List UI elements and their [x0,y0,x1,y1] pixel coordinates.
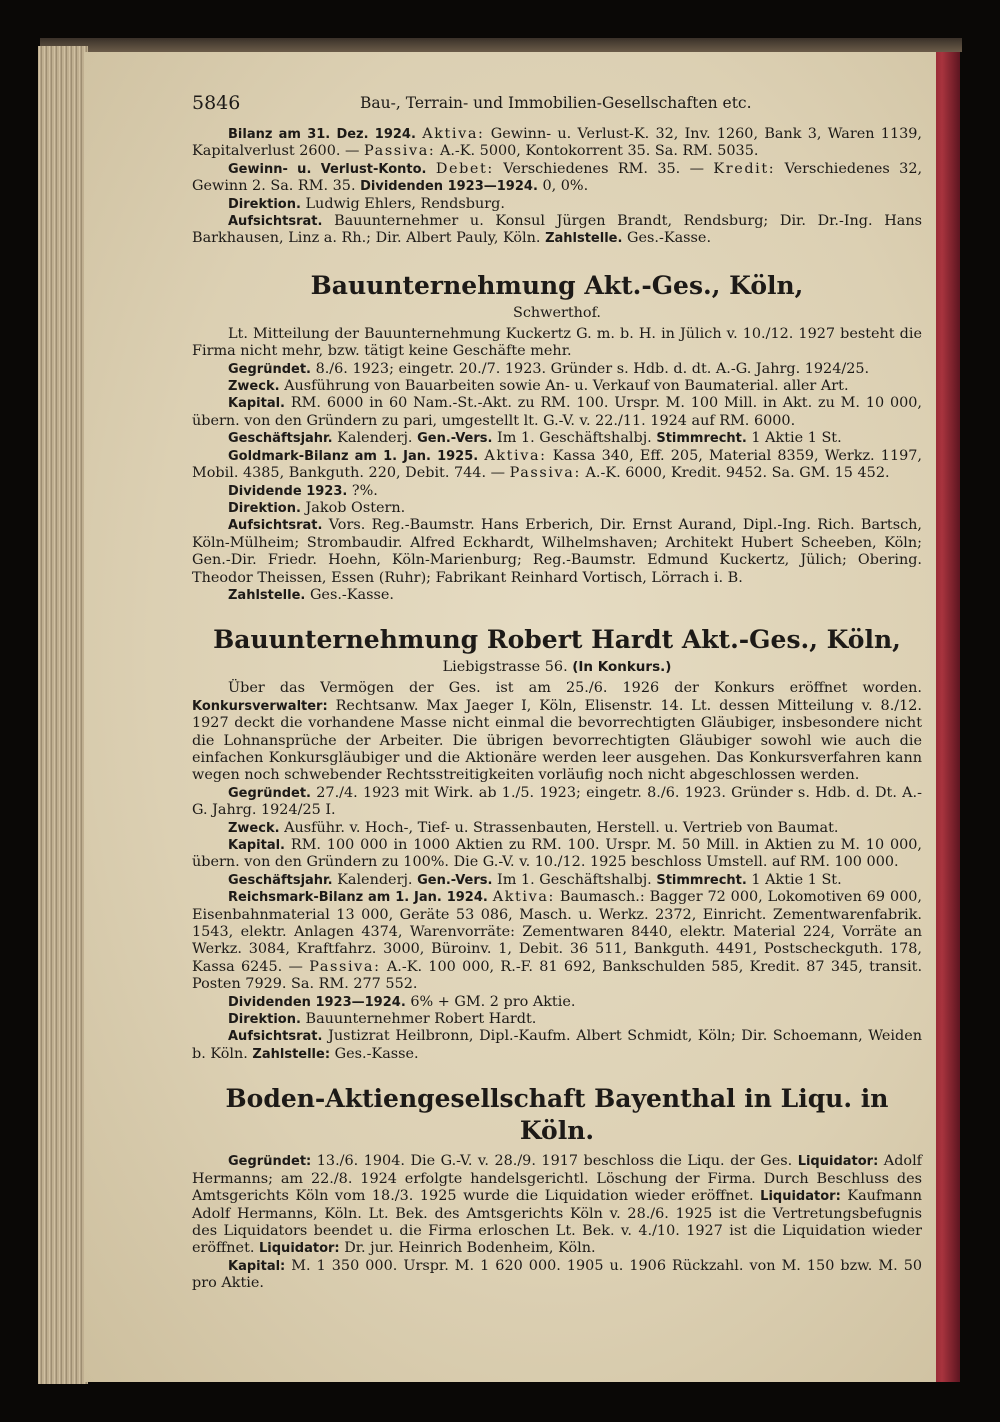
zahlstelle-label: Zahlstelle: [252,1046,331,1062]
dividenden-label: Dividenden 1923—1924. [228,994,406,1010]
konkurs-status: (In Konkurs.) [572,659,672,676]
debet-label: Debet: [435,160,494,177]
geschaeftsjahr-text: Kalenderj. [337,871,413,888]
bilanz-paragraph [192,448,922,483]
guv-paragraph [192,161,922,196]
direktion-label: Direktion. [228,500,301,516]
page-edges-left [38,46,88,1384]
zahlstelle-paragraph [192,587,922,604]
bilanz-paragraph [192,126,922,161]
dividenden-paragraph [192,994,922,1011]
bilanz-label: Bilanz am 31. Dez. 1924. [228,127,416,142]
aufsichtsrat-text: Bauunternehmer u. Konsul Jürgen Brandt, Rendsburg; Dir. Dr.-Ing. Hans Barkhausen, Linz a. Rh.; Dir. Albert Pauly, Köln. [192,213,922,247]
stimmrecht-text: 1 Aktie 1 St. [751,430,842,447]
direktion-text: Jakob Ostern. [305,499,406,516]
aufsichtsrat-label: Aufsichtsrat. [228,1029,323,1045]
liquidator-label: Liquidator: [259,1241,340,1257]
aktiva-text: Baumasch.: Bagger 72 000, Lokomotiven 69 000, Eisenbahnmaterial 13 000, Geräte 53 086, Masch. u. Werkz. 2372, Einricht. Zementwarenfabrik. 1543, elektr. Anlagen 4374, Warenvorräte: Zementwaren 8440, elektr. Material 224, Vorräte an Werkz. 3084, Kraftfahrz. 3000, Büroinv. 1, Debit. 36 511, Bankguth. 4491, Postscheckguth. 178, Kassa 6245. — [192,889,923,975]
bilanz-label: Reichsmark-Bilanz am 1. Jan. 1924. [228,890,488,906]
passiva-text: A.-K. 100 000, R.-F. 81 692, Bankschulden 585, Kredit. 87 345, transit. Posten 7929. Sa. RM. 277 552. [192,958,923,993]
entry-address: Schwerthof. [512,304,601,321]
aufsichtsrat-paragraph [192,213,922,248]
aktiva-text: Kassa 340, Eff. 205, Material 8359, Werkz. 1197, Mobil. 4385, Bankguth. 220, Debit. 744. — [192,447,922,482]
intro-paragraph: Lt. Mitteilung der Bauunternehmung Kuckertz G. m. b. H. in Jülich v. 10./12. 1927 besteht die Firma nicht mehr, bzw. tätigt keine Geschäfte mehr. [192,325,922,360]
aufsichtsrat-paragraph [192,1028,922,1063]
dividenden-label: Dividenden 1923—1924. [360,179,538,195]
direktion-text: Ludwig Ehlers, Rendsburg. [305,195,505,212]
aufsichtsrat-paragraph [192,517,922,587]
kredit-label: Kredit: [713,160,776,177]
running-title: Bau-, Terrain- und Immobilien-Gesellschaften etc. [360,94,752,112]
bilanz-paragraph [192,889,922,993]
gegruendet-paragraph [192,785,922,820]
entry-boden-ag-bayenthal [192,1083,922,1292]
aktiva-label: Aktiva: [484,447,547,464]
gen-vers-text: Im 1. Geschäftshalbj. [497,871,652,888]
entry-title: Bauunternehmung Robert Hardt Akt.-Ges., Köln, [213,625,901,655]
konkursverwalter-label: Konkursverwalter: [192,698,328,714]
intro-text-b: Rechtsanw. Max Jaeger I, Köln, Elisenstr. 14. Lt. dessen Mitteilung v. 8./12. 1927 deckt die vorhandene Masse nicht einmal die bevorrechtigten Gläubiger, insbesondere nicht die Lohnansprüche der Arbeiter. Die übrigen bevorrechtigten Gläubiger sowohl wie auch die einfachen Konkursgläubiger und die Aktionäre werden leer ausgehen. Das Konkursverfahren kann wegen noch schwebender Rechtsstreitigkeiten vorläufig noch nicht abgeschlossen werden. [192,697,922,784]
dividenden-text: 6% + GM. 2 pro Aktie. [410,993,576,1010]
kapital-text: RM. 6000 in 60 Nam.-St.-Akt. zu RM. 100. Urspr. M. 100 Mill. in Akt. zu M. 10 000, übern. von den Gründern zu pari, umgestellt lt. G.-V. v. 22./11. 1924 auf RM. 6000. [192,395,923,429]
zweck-text: Ausführ. v. Hoch-, Tief- u. Strassenbauten, Herstell. u. Vertrieb von Baumat. [284,819,839,836]
gegruendet-text: 8./6. 1923; eingetr. 20./7. 1923. Gründer s. Hdb. d. dt. A.-G. Jahrg. 1924/25. [315,360,870,377]
entry-address: Liebigstrasse 56. [442,659,568,676]
entry-bauunternehmung-koeln [192,270,922,605]
kapital-text: RM. 100 000 in 1000 Aktien zu RM. 100. Urspr. M. 50 Mill. in Aktien zu M. 10 000, übern. von den Gründern zu 100%. Die G.-V. v. 10./12. 1925 beschloss Umstell. auf RM. 100 000. [192,837,923,871]
geschaeftsjahr-paragraph [192,872,922,889]
dividenden-text: 0, 0%. [542,178,589,195]
dividende-paragraph [192,483,922,500]
passiva-text: A.-K. 6000, Kredit. 9452. Sa. GM. 15 452. [585,465,890,482]
entry-continuation [192,126,922,248]
gegruendet-text: 27./4. 1923 mit Wirk. ab 1./5. 1923; eingetr. 8./6. 1923. Gründer s. Hdb. d. Dt. A.-G. Jahrg. 1924/25 I. [192,784,922,819]
passiva-text: A.-K. 5000, Kontokorrent 35. Sa. RM. 5035. [439,143,759,160]
intro-text-a: Über das Vermögen der Ges. ist am 25./6. 1926 der Konkurs eröffnet worden. [228,680,922,697]
passiva-label: Passiva: [309,958,381,975]
kapital-label: Kapital. [228,838,285,853]
geschaeftsjahr-paragraph [192,430,922,447]
aktiva-text: Gewinn- u. Verlust-K. 32, Inv. 1260, Bank 3, Waren 1139, Kapitalverlust 2600. — [192,126,922,160]
aktiva-label: Aktiva: [492,889,555,906]
page-number: 5846 [192,92,241,114]
entry-title: Bauunternehmung Akt.-Ges., Köln, [310,270,804,300]
liquidator-label: Liquidator: [797,1154,879,1170]
geschaeftsjahr-label: Geschäftsjahr. [228,872,333,888]
gegruendet-paragraph [192,361,922,378]
bilanz-label: Goldmark-Bilanz am 1. Jan. 1925. [228,448,479,464]
kapital-paragraph [192,395,922,430]
zahlstelle-text: Ges.-Kasse. [309,586,394,603]
gegruendet-label: Gegründet. [228,785,311,801]
liquidator-text: Kaufmann Adolf Hermanns, Köln. Lt. Bek. des Amtsgerichts Köln v. 28./6. 1925 ist die Vertretungsbefugnis des Liquidators beendet u. die Firma erloschen Lt. Bek. v. 4./10. 1927 ist die Liquidation wieder eröffnet. [192,1188,923,1257]
zahlstelle-text: Ges.-Kasse. [334,1045,419,1062]
direktion-paragraph [192,1011,922,1028]
geschaeftsjahr-text: Kalenderj. [337,430,413,447]
aufsichtsrat-text: Justizrat Heilbronn, Dipl.-Kaufm. Albert Schmidt, Köln; Dir. Schoemann, Weiden b. Köln. [192,1028,923,1062]
gen-vers-label: Gen.-Vers. [417,431,493,447]
entry-title: Boden-Aktiengesellschaft Bayenthal in Liqu. in Köln. [225,1084,889,1146]
aufsichtsrat-text: Vors. Reg.-Baumstr. Hans Erberich, Dir. Ernst Aurand, Dipl.-Ing. Rich. Bartsch, Köln-Mülheim; Strombaudir. Alfred Eckhardt, Wilhelmshaven; Architekt Hubert Scheeben, Köln; Gen.-Dir. Friedr. Hoehn, Köln-Marienburg; Reg.-Baumstr. Edmund Kuckertz, Jülich; Obering. Theodor Theissen, Essen (Ruhr); Fabrikant Reinhard Vortisch, Lörrach i. B. [192,517,922,586]
stimmrecht-label: Stimmrecht. [656,431,747,447]
kapital-label: Kapital: [228,1258,286,1274]
zweck-label: Zweck. [228,820,280,836]
stimmrecht-label: Stimmrecht. [656,872,747,888]
zweck-paragraph [192,820,922,837]
kapital-paragraph [192,837,922,872]
kapital-text: M. 1 350 000. Urspr. M. 1 620 000. 1905 u. 1906 Rückzahl. von M. 150 bzw. M. 50 pro Aktie. [192,1257,923,1292]
dividende-text: ?%. [351,482,378,499]
geschaeftsjahr-label: Geschäftsjahr. [228,431,333,447]
debet-text: Verschiedenes RM. 35. — [503,160,705,177]
entry-address-line [192,658,922,676]
aufsichtsrat-label: Aufsichtsrat. [228,214,323,230]
direktion-paragraph [192,500,922,517]
gen-vers-text: Im 1. Geschäftshalbj. [497,430,652,447]
direktion-label: Direktion. [228,1012,301,1028]
stimmrecht-text: 1 Aktie 1 St. [751,871,842,888]
running-head [192,92,922,126]
kapital-label: Kapital. [228,396,285,412]
zweck-label: Zweck. [228,379,280,395]
passiva-label: Passiva: [509,465,581,482]
zahlstelle-label: Zahlstelle. [545,231,623,247]
page-content [192,92,922,1293]
gegruendet-paragraph [192,1153,922,1257]
aufsichtsrat-label: Aufsichtsrat. [228,518,323,534]
gegruendet-text-a: 13./6. 1904. Die G.-V. v. 28./9. 1917 beschloss die Liqu. der Ges. [316,1153,793,1170]
liquidator-label: Liquidator: [760,1189,841,1205]
kapital-paragraph [192,1258,922,1293]
gen-vers-label: Gen.-Vers. [417,872,493,888]
dividende-label: Dividende 1923. [228,483,348,499]
book-page [84,52,936,1382]
zahlstelle-label: Zahlstelle. [228,587,306,603]
kredit-text: Verschiedenes 32, Gewinn 2. Sa. RM. 35. [192,160,923,195]
gegruendet-text-b: Adolf Hermanns; am 22./8. 1924 erfolgte handelsgerichtl. Löschung der Firma. Durch Beschluss des Amtsgerichts Köln vom 18./3. 1925 wurde die Liquidation wieder eröffnet. [192,1153,922,1205]
zweck-paragraph [192,378,922,395]
liquidator-text: Dr. jur. Heinrich Bodenheim, Köln. [344,1240,596,1257]
passiva-label: Passiva: [364,143,436,160]
direktion-label: Direktion. [228,196,301,212]
gegruendet-label: Gegründet. [228,361,311,377]
book-top-edge [40,38,962,52]
zahlstelle-text: Ges.-Kasse. [627,230,712,247]
entry-robert-hardt [192,624,922,1063]
direktion-paragraph [192,196,922,213]
guv-label: Gewinn- u. Verlust-Konto. [228,161,427,177]
zweck-text: Ausführung von Bauarbeiten sowie An- u. Verkauf von Baumaterial. aller Art. [284,378,849,395]
intro-paragraph [192,680,922,784]
direktion-text: Bauunternehmer Robert Hardt. [305,1011,537,1028]
aktiva-label: Aktiva: [422,126,485,142]
gegruendet-label: Gegründet: [228,1154,312,1170]
